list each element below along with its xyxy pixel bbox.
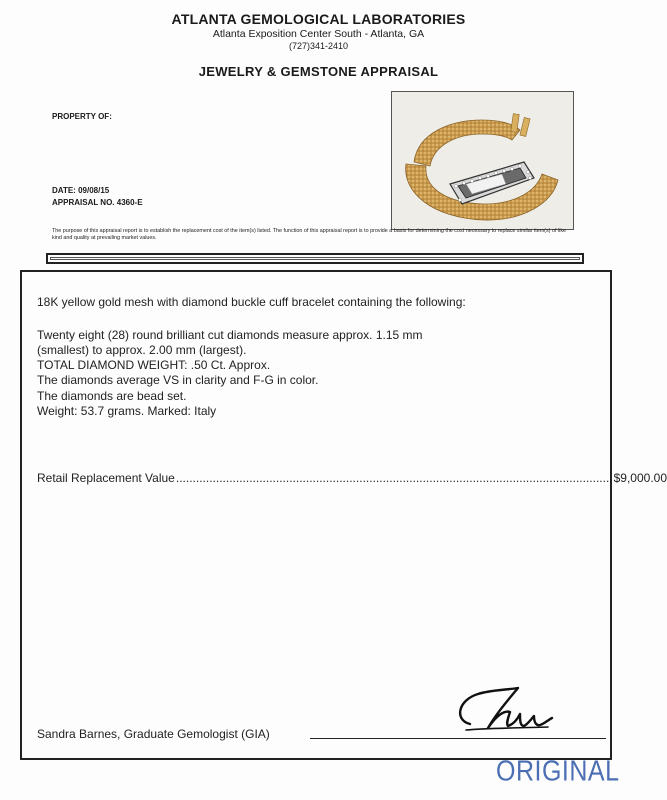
purpose-statement: The purpose of this appraisal report is to establish the replacement cost of the item(s) listed. The function of this appraisal report is to provide a basis for determining the cost necessary to replace similar item(s) of like kind and quality at prevailing market values. [52,228,567,241]
signature-line [310,738,606,739]
lab-phone: (727)341-2410 [288,41,349,51]
replacement-value-label: Retail Replacement Value [37,471,175,485]
replacement-value-row [37,471,667,485]
item-detail-line: TOTAL DIAMOND WEIGHT: .50 Ct. Approx. [37,358,271,372]
original-stamp: ORIGINAL [496,755,620,788]
item-detail-line: Twenty eight (28) round brilliant cut diamonds measure approx. 1.15 mm [37,328,423,342]
dot-leader: ................................................................................................................................... [175,471,613,485]
item-headline: 18K yellow gold mesh with diamond buckle cuff bracelet containing the following: [37,295,466,309]
replacement-value-amount: $9,000.00 [613,471,667,485]
appraisal-number: APPRAISAL NO. 4360-E [52,198,143,207]
lab-name: ATLANTA GEMOLOGICAL LABORATORIES [171,11,466,27]
property-of-label: PROPERTY OF: [52,112,112,121]
signature-image [448,680,558,743]
lab-address: Atlanta Exposition Center South - Atlanta, GA [212,28,425,40]
item-detail-line: The diamonds average VS in clarity and F-G in color. [37,373,319,387]
document-title: JEWELRY & GEMSTONE APPRAISAL [198,64,439,79]
item-detail-line: (smallest) to approx. 2.00 mm (largest). [37,343,247,357]
item-photo [391,91,574,230]
divider-bar [46,253,584,264]
item-detail-line: The diamonds are bead set. [37,389,187,403]
appraisal-date: DATE: 09/08/15 [52,186,110,195]
item-detail-line: Weight: 53.7 grams. Marked: Italy [37,404,217,418]
signatory-name: Sandra Barnes, Graduate Gemologist (GIA) [37,727,270,741]
bracelet-image [392,92,573,229]
